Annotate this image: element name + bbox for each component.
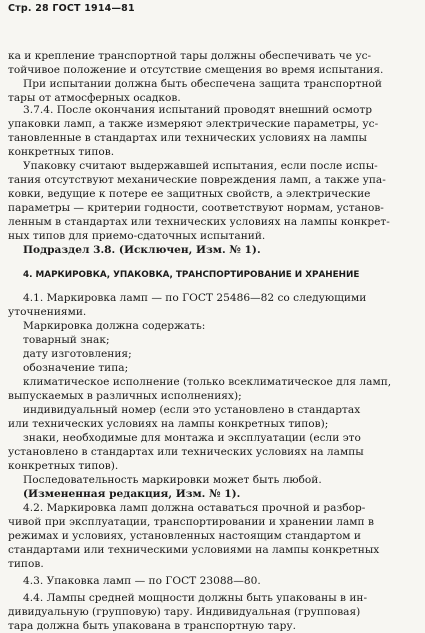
text-line: установлено в стандартах или технических условиях на лампы: [8, 446, 364, 458]
text-line-revision-note: (Измененная редакция, Изм. № 1).: [23, 488, 241, 500]
text-line: климатическое исполнение (только всеклиматическое для ламп,: [23, 376, 392, 388]
text-line-excluded-note: Подраздел 3.8. (Исключен, Изм. № 1).: [23, 244, 261, 256]
text-line: ковки, ведущие к потере ее защитных свойств, а электрические: [8, 188, 371, 200]
text-line: выпускаемых в различных исполнениях);: [8, 390, 242, 402]
text-line: ленным в стандартах или технических условиях на лампы конкрет-: [8, 216, 390, 228]
text-line: Маркировка должна содержать:: [23, 320, 206, 332]
text-line: стандартами или техническими условиями на лампы конкретных: [8, 544, 380, 556]
text-line: ка и крепление транспортной тары должны обеспечивать че ус-: [8, 50, 372, 62]
text-line: 4.3. Упаковка ламп — по ГОСТ 23088—80.: [23, 575, 261, 587]
text-line: тановленные в стандартах или технических условиях на лампы: [8, 132, 367, 144]
text-line: обозначение типа;: [23, 362, 129, 374]
text-line: конкретных типов.: [8, 146, 115, 158]
text-line: чивой при эксплуатации, транспортировании и хранении ламп в: [8, 516, 374, 528]
text-line: дивидуальную (групповую) тару. Индивидуальная (групповая): [8, 606, 361, 618]
text-line: 4.1. Маркировка ламп — по ГОСТ 25486—82 со следующими: [23, 292, 367, 304]
text-line: тара должна быть упакована в транспортную тару.: [8, 620, 297, 632]
page-header: Стр. 28 ГОСТ 1914—81: [8, 3, 135, 14]
text-line: параметры — критерии годности, соответствуют нормам, установ-: [8, 202, 384, 214]
text-line: дату изготовления;: [23, 348, 132, 360]
text-line: типов.: [8, 558, 44, 570]
text-line: товарный знак;: [23, 334, 110, 346]
text-line: уточнениями.: [8, 306, 87, 318]
section-heading: 4. МАРКИРОВКА, УПАКОВКА, ТРАНСПОРТИРОВАНИЕ И ХРАНЕНИЕ: [23, 270, 360, 280]
text-line: упаковки ламп, а также измеряют электрические параметры, ус-: [8, 118, 379, 130]
text-line: режимах и условиях, установленных настоящим стандартом и: [8, 530, 361, 542]
text-line: тойчивое положение и отсутствие смещения во время испытания.: [8, 64, 384, 76]
text-line: Последовательность маркировки может быть любой.: [23, 474, 322, 486]
text-line: тары от атмосферных осадков.: [8, 92, 181, 104]
text-line: или технических условиях на лампы конкретных типов);: [8, 418, 329, 430]
text-line: Упаковку считают выдержавшей испытания, если после испы-: [23, 160, 378, 172]
text-line: ных типов для приемо-сдаточных испытаний.: [8, 230, 266, 242]
text-line: 3.7.4. После окончания испытаний проводят внешний осмотр: [23, 104, 373, 116]
text-line: индивидуальный номер (если это установлено в стандартах: [23, 404, 361, 416]
text-line: конкретных типов).: [8, 460, 119, 472]
text-line: При испытании должна быть обеспечена защита транспортной: [23, 78, 382, 90]
text-line: 4.4. Лампы средней мощности должны быть упакованы в ин-: [23, 592, 368, 604]
text-line: знаки, необходимые для монтажа и эксплуатации (если это: [23, 432, 361, 444]
text-line: тания отсутствуют механические повреждения ламп, а также упа-: [8, 174, 386, 186]
text-line: 4.2. Маркировка ламп должна оставаться прочной и разбор-: [23, 502, 366, 514]
